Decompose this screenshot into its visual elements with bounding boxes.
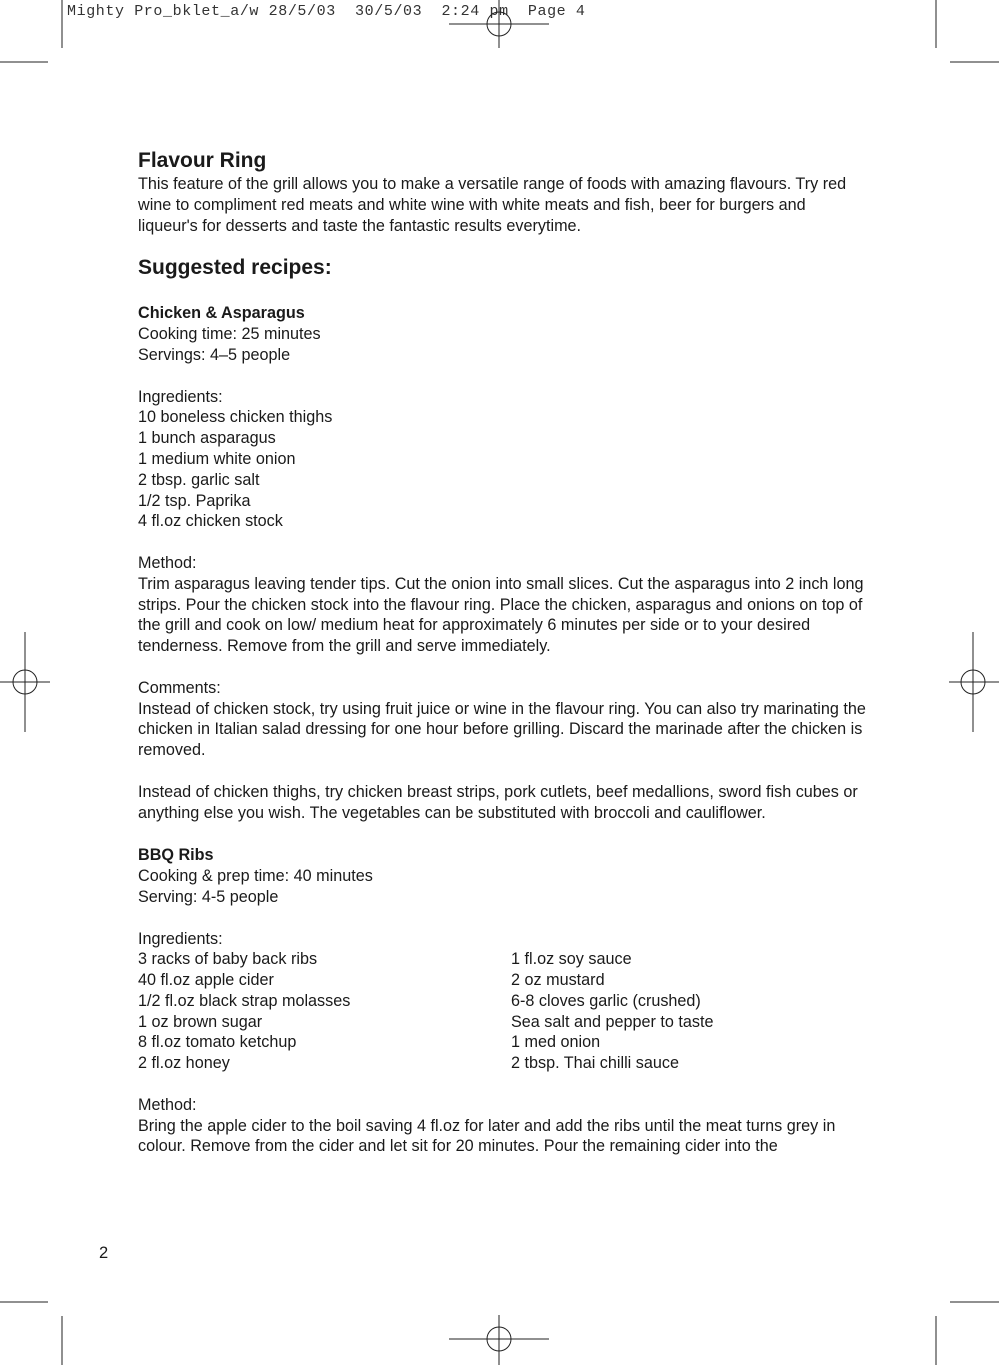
ingredient-item: 1 oz brown sugar [138,1012,263,1031]
ribs-recipe-title: BBQ Ribs [138,846,214,865]
ingredient-item: 1 fl.oz soy sauce [511,950,632,969]
ingredient-item: 1 bunch asparagus [138,429,276,448]
chicken-recipe-title: Chicken & Asparagus [138,304,305,323]
chicken-ingredients-label: Ingredients: [138,387,223,406]
ribs-method-text: Bring the apple cider to the boil saving 4 fl.oz for later and add the ribs until the meat turns grey in colour. Remove from the cider and let sit for 20 minutes. Pour the remaining cider into the [138,1116,836,1156]
print-slug: Mighty Pro_bklet_a/w 28/5/03 30/5/03 2:24 pm Page 4 [67,3,586,20]
chicken-substitutions-text: Instead of chicken thighs, try chicken breast strips, pork cutlets, beef medallions, sword fish cubes or anything else you wish. The vegetables can be substituted with broccoli and cauliflower. [138,782,858,822]
ingredient-item: 10 boneless chicken thighs [138,408,333,427]
flavour-ring-body: This feature of the grill allows you to make a versatile range of foods with amazing flavours. Try red wine to compliment red meats and white wine with white meats and fish, beer for burgers and liqueur's for desserts and taste the fantastic results everytime. [138,175,847,235]
ingredient-item: 1/2 tsp. Paprika [138,491,251,510]
ingredient-item: Sea salt and pepper to taste [511,1012,714,1031]
chicken-cooking-time: Cooking time: 25 minutes [138,325,321,344]
ingredient-item: 3 racks of baby back ribs [138,950,318,969]
page-content [138,148,868,1157]
chicken-ingredients-list [138,407,868,532]
chicken-comments-label: Comments: [138,678,221,697]
ingredient-item: 1 medium white onion [138,449,296,468]
registration-mark-right [949,632,999,732]
ingredient-item: 8 fl.oz tomato ketchup [138,1033,297,1052]
registration-mark-left [0,632,50,732]
registration-mark-bottom [449,1315,549,1365]
chicken-comments-text: Instead of chicken stock, try using fruit juice or wine in the flavour ring. You can also try marinating the chicken in Italian salad dressing for one hour before grilling. Discard the marinade after the chicken is removed. [138,699,866,760]
ingredient-item: 40 fl.oz apple cider [138,971,274,990]
ribs-ingredients-left [138,949,511,1074]
ingredient-item: 2 fl.oz honey [138,1054,230,1073]
ribs-method-label: Method: [138,1095,197,1114]
ribs-servings: Serving: 4-5 people [138,887,279,906]
ingredient-item: 1/2 fl.oz black strap molasses [138,991,351,1010]
registration-mark-top [449,0,549,48]
chicken-method-text: Trim asparagus leaving tender tips. Cut the onion into small slices. Cut the asparagus into 2 inch long strips. Pour the chicken stock into the flavour ring. Place the chicken, asparagus and onions on top of the grill and cook on low/ medium heat for approximately 6 minutes per side or to your desired tenderness. Remove from the grill and serve immediately. [138,574,864,656]
ribs-ingredients-label: Ingredients: [138,929,223,948]
ingredient-item: 2 tbsp. garlic salt [138,470,260,489]
ribs-cooking-time: Cooking & prep time: 40 minutes [138,867,373,886]
ingredient-item: 6-8 cloves garlic (crushed) [511,991,701,1010]
ribs-ingredients-columns [138,949,868,1074]
chicken-servings: Servings: 4–5 people [138,345,291,364]
ingredient-item: 1 med onion [511,1033,601,1052]
chicken-method-label: Method: [138,553,197,572]
ribs-ingredients-right [511,949,868,1074]
page-number: 2 [99,1244,109,1262]
ingredient-item: 2 tbsp. Thai chilli sauce [511,1054,679,1073]
flavour-ring-heading: Flavour Ring [138,149,267,172]
ingredient-item: 2 oz mustard [511,971,605,990]
ingredient-item: 4 fl.oz chicken stock [138,512,283,531]
suggested-recipes-heading: Suggested recipes: [138,256,332,280]
